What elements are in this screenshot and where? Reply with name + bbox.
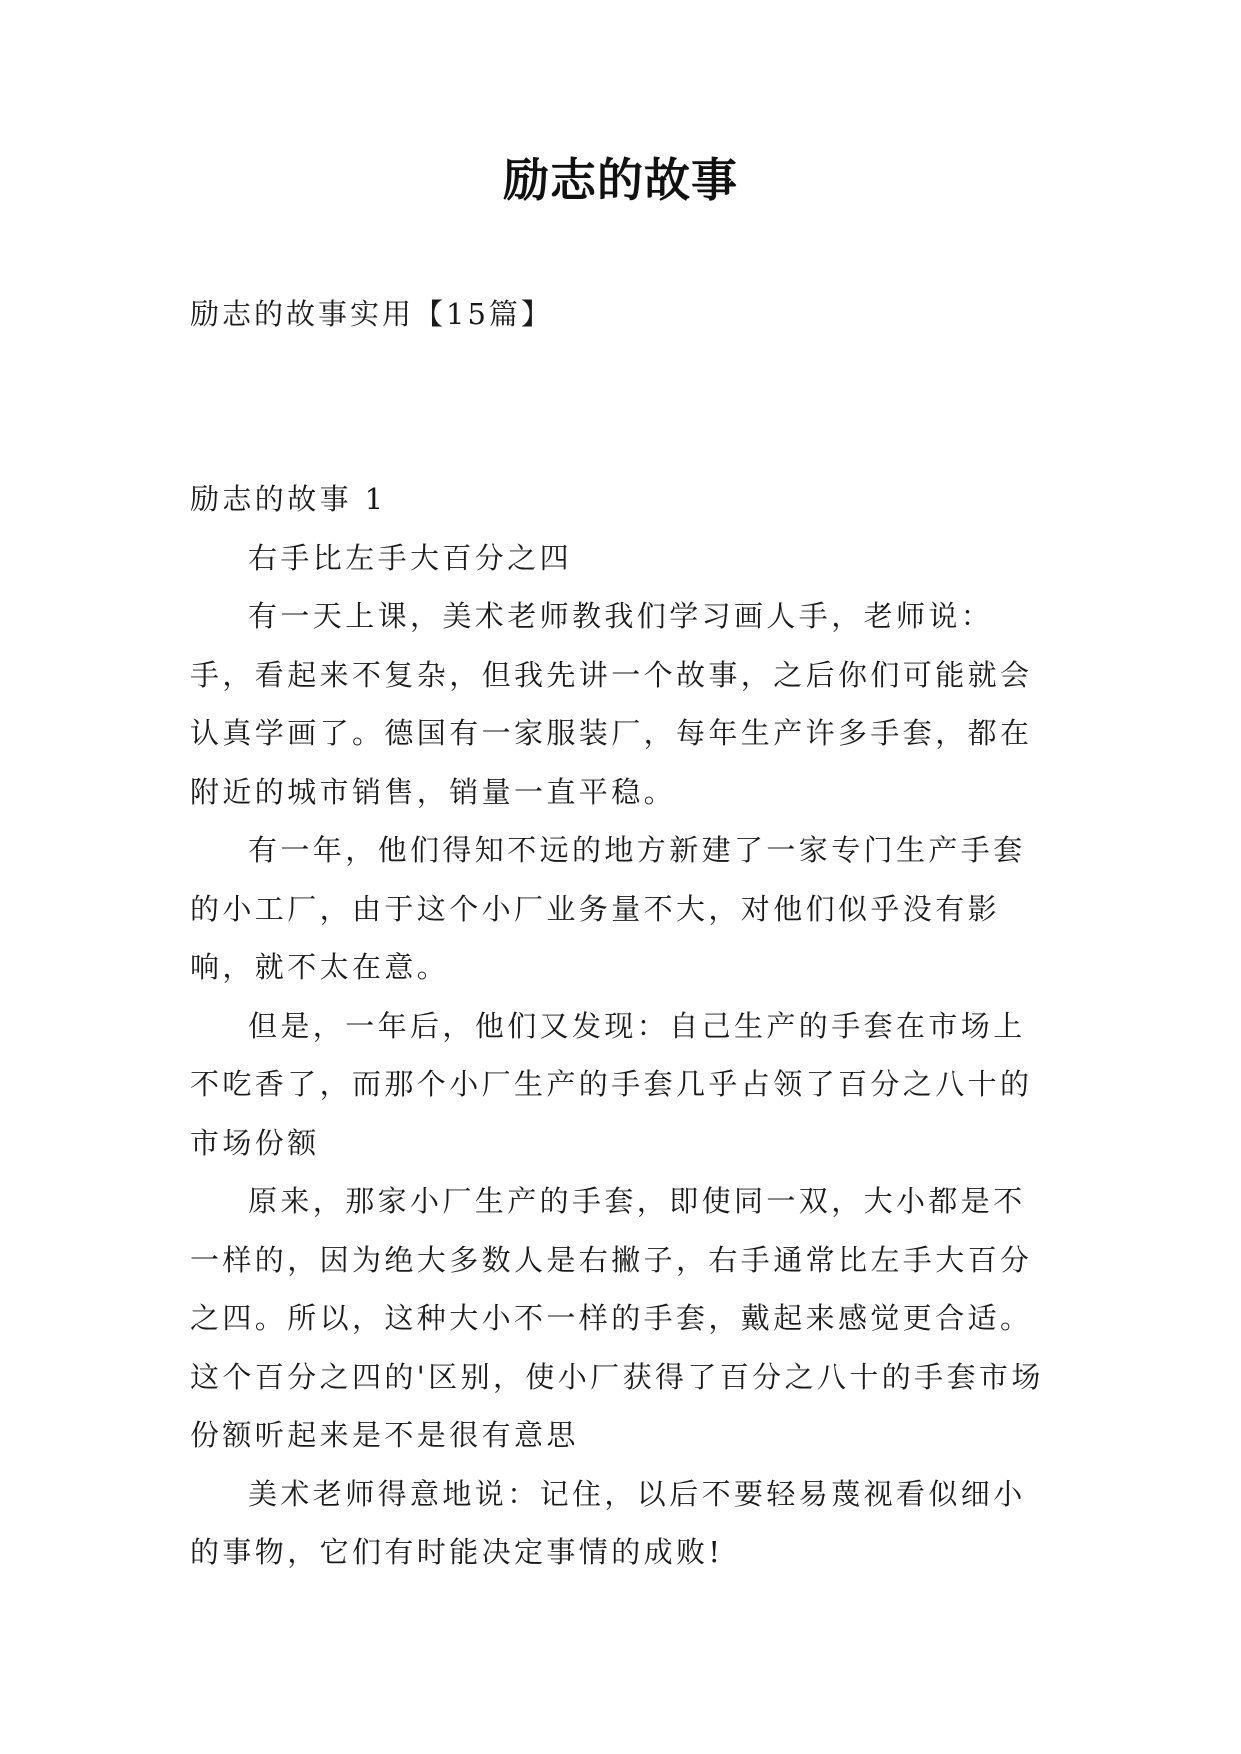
paragraph: 原来，那家小厂生产的手套，即使同一双，大小都是不一样的，因为绝大多数人是右撇子，右手通常比左手大百分之四。所以，这种大小不一样的手套，戴起来感觉更合适。这个百分之四的'区别，使小厂获得了百分之八十的手套市场份额听起来是不是很有意思 [190,1184,1044,1452]
paragraph: 但是，一年后，他们又发现：自己生产的手套在市场上不吃香了，而那个小厂生产的手套几乎占领了百分之八十的市场份额 [190,1008,1033,1160]
section-heading: 励志的故事 1 [190,482,387,516]
page-title: 励志的故事 [503,153,738,207]
paragraph: 美术老师得意地说：记住，以后不要轻易蔑视看似细小的事物，它们有时能决定事情的成败! [190,1476,1026,1569]
document-subtitle: 励志的故事实用【15篇】 [190,297,553,331]
story-subtitle: 右手比左手大百分之四 [248,540,573,575]
document-body [190,470,1050,1582]
paragraph: 有一年，他们得知不远的地方新建了一家专门生产手套的小工厂，由于这个小厂业务量不大，对他们似乎没有影响，就不太在意。 [190,833,1026,984]
paragraph: 有一天上课，美术老师教我们学习画人手，老师说：手，看起来不复杂，但我先讲一个故事，之后你们可能就会认真学画了。德国有一家服装厂，每年生产许多手套，都在附近的城市销售，销量一直平稳。 [190,599,1033,809]
